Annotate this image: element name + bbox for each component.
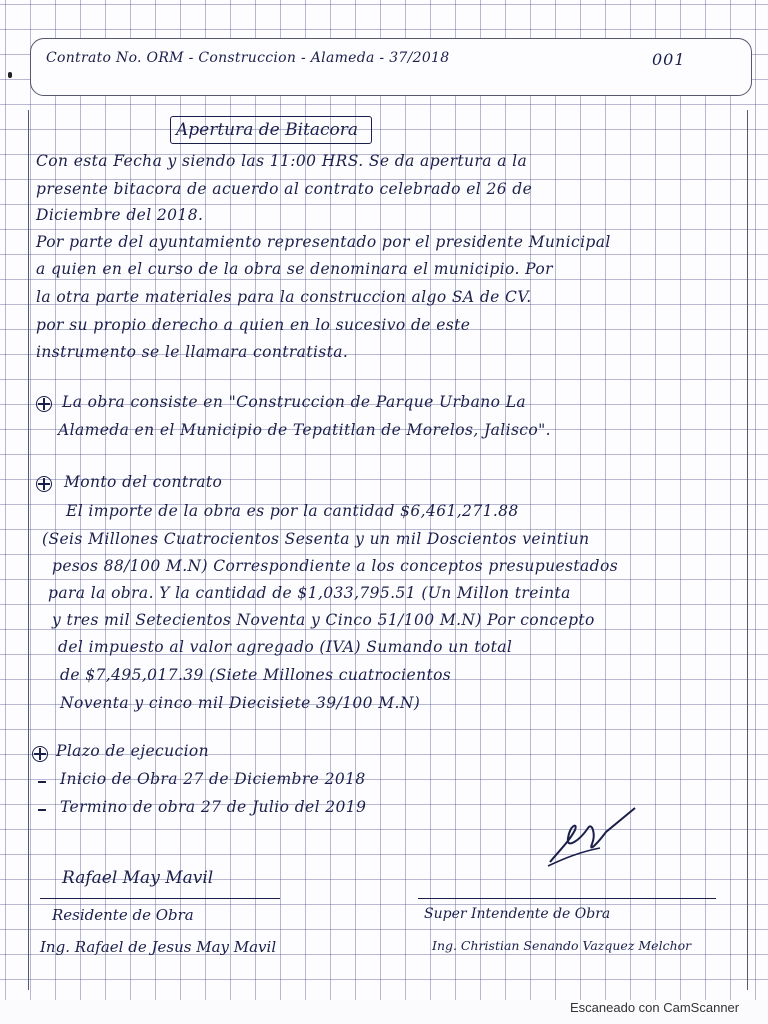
header-box (30, 38, 752, 96)
page-title: Apertura de Bitacora (176, 120, 359, 140)
obra-line: Alameda en el Municipio de Tepatitlan de Morelos, Jalisco". (58, 421, 551, 439)
intro-line: Diciembre del 2018. (36, 206, 204, 224)
signature-left-name: Rafael May Mavil (62, 868, 214, 888)
monto-line: pesos 88/100 M.N) Correspondiente a los conceptos presupuestados (52, 557, 619, 575)
plus-circle-icon (36, 476, 52, 492)
monto-line: (Seis Millones Cuatrocientos Sesenta y un mil Doscientos veintiun (42, 530, 590, 548)
intro-line: la otra parte materiales para la construccion algo SA de CV. (36, 288, 532, 306)
monto-line: El importe de la obra es por la cantidad $6,461,271.88 (66, 502, 519, 520)
left-full-name: Ing. Rafael de Jesus May Mavil (40, 938, 277, 956)
intro-line: instrumento se le llamara contratista. (36, 343, 349, 361)
monto-title: Monto del contrato (64, 473, 223, 491)
intro-line: Por parte del ayuntamiento representado por el presidente Municipal (36, 233, 611, 251)
intro-line: por su propio derecho a quien en lo sucesivo de este (36, 316, 471, 334)
intro-line: presente bitacora de acuerdo al contrato celebrado el 26 de (36, 180, 533, 198)
punch-mark (8, 72, 12, 78)
plazo-title: Plazo de ejecucion (56, 742, 210, 760)
monto-line: y tres mil Setecientos Noventa y Cinco 51/100 M.N) Por concepto (52, 611, 595, 629)
monto-line: de $7,495,017.39 (Siete Millones cuatrocientos (60, 666, 452, 684)
signature-mark (540, 800, 640, 872)
intro-line: Con esta Fecha y siendo las 11:00 HRS. Se da apertura a la (36, 152, 528, 170)
monto-line: Noventa y cinco mil Diecisiete 39/100 M.N) (60, 694, 421, 712)
right-role: Super Intendente de Obra (424, 906, 611, 922)
dash-mark (38, 809, 46, 811)
intro-line: a quien en el curso de la obra se denominara el municipio. Por (36, 260, 553, 278)
plazo-item: Termino de obra 27 de Julio del 2019 (60, 798, 367, 816)
plus-circle-icon (36, 396, 52, 412)
contract-number: Contrato No. ORM - Construccion - Alameda - 37/2018 (46, 50, 450, 66)
plus-circle-icon (32, 746, 48, 762)
page-number: 001 (652, 50, 686, 69)
monto-line: del impuesto al valor agregado (IVA) Sumando un total (58, 638, 513, 656)
right-full-name: Ing. Christian Senando Vazquez Melchor (432, 938, 692, 953)
monto-line: para la obra. Y la cantidad de $1,033,795.51 (Un Millon treinta (48, 584, 571, 602)
plazo-item: Inicio de Obra 27 de Diciembre 2018 (60, 770, 366, 788)
dash-mark (38, 781, 46, 783)
scanner-watermark: Escaneado con CamScanner (570, 1000, 740, 1015)
signature-line-right (418, 898, 716, 899)
left-role: Residente de Obra (52, 906, 194, 924)
obra-line: La obra consiste en "Construccion de Parque Urbano La (62, 393, 527, 411)
signature-line-left (40, 898, 280, 899)
